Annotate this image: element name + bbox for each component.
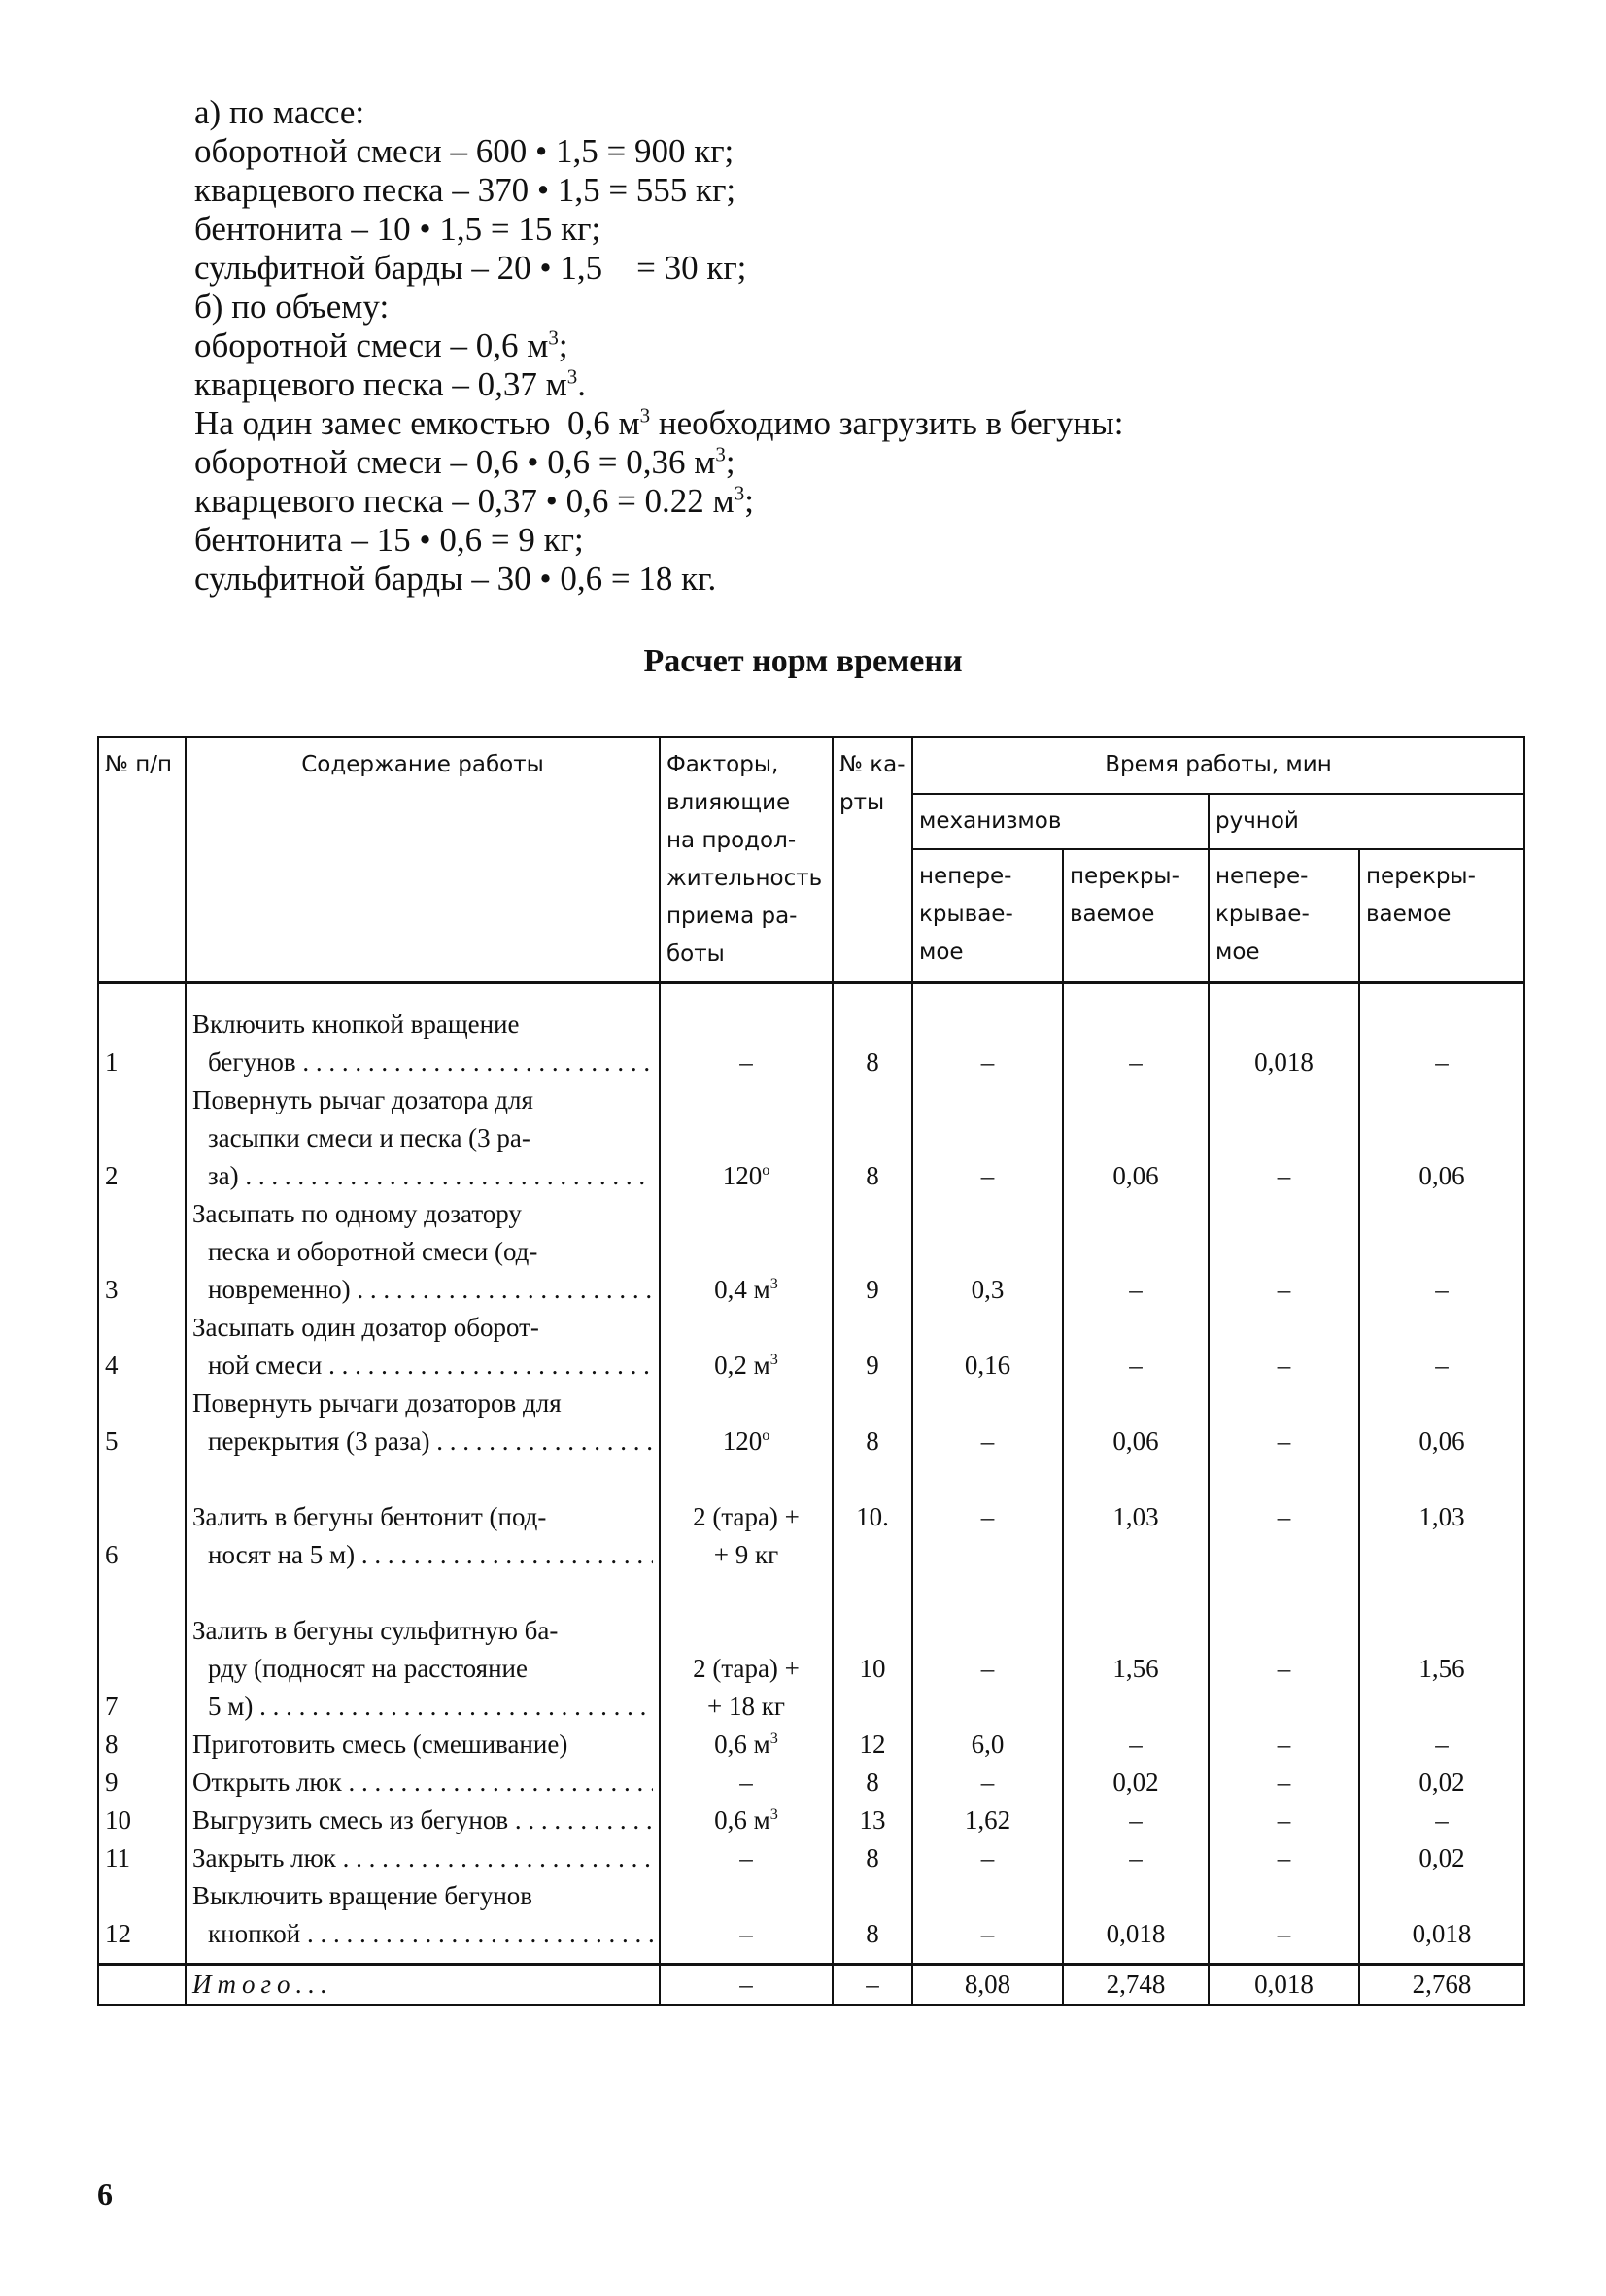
row-m2: –	[1063, 1195, 1209, 1309]
intro-line-text: сульфитной барды – 30 • 0,6 = 18 кг.	[194, 560, 717, 598]
header-manual-non-overlap	[1209, 849, 1359, 982]
row-m2: 0,06	[1063, 1081, 1209, 1195]
row-factor	[660, 1309, 833, 1385]
factor-line	[666, 1726, 826, 1764]
intro-line-unit: 3	[639, 403, 651, 428]
row-number: 10	[98, 1801, 186, 1839]
factor-value: –	[739, 1843, 753, 1872]
row-number: 4	[98, 1309, 186, 1385]
row-m1: –	[912, 1877, 1063, 1965]
intro-line	[194, 404, 1457, 443]
factor-unit: 3	[769, 1351, 778, 1368]
row-r1: –	[1209, 1309, 1359, 1385]
header-time: Время работы, мин	[912, 737, 1524, 794]
header-line: Факторы,	[666, 752, 779, 777]
row-card: 13	[833, 1801, 912, 1839]
row-factor	[660, 983, 833, 1082]
row-number: 11	[98, 1839, 186, 1877]
header-mechanisms: механизмов	[912, 794, 1209, 850]
row-m1: 0,3	[912, 1195, 1063, 1309]
work-line: перекрытия (3 раза) . . .	[192, 1422, 653, 1460]
factor-line	[666, 1801, 826, 1839]
intro-line-text: сульфитной барды – 20 • 1,5 = 30 кг;	[194, 249, 747, 287]
work-line: Засыпать один дозатор оборот-	[192, 1313, 539, 1342]
table-row	[98, 1839, 1524, 1877]
total-factor: –	[660, 1965, 833, 2005]
header-line: ваемое	[1070, 902, 1155, 928]
work-description	[186, 1839, 660, 1877]
factor-unit: 3	[769, 1275, 778, 1292]
work-line: Засыпать по одному дозатору	[192, 1199, 522, 1228]
work-line: рду (подносят на расстояние	[208, 1654, 528, 1683]
intro-line-tail: .	[577, 365, 586, 403]
row-card: 8	[833, 1081, 912, 1195]
row-r1: 0,018	[1209, 983, 1359, 1082]
intro-line-tail: ;	[558, 326, 568, 364]
row-m2: –	[1063, 983, 1209, 1082]
work-description	[186, 1801, 660, 1839]
row-card: 9	[833, 1309, 912, 1385]
table-row	[98, 1801, 1524, 1839]
table-row	[98, 1726, 1524, 1764]
total-mech-non-overlap: 8,08	[912, 1965, 1063, 2005]
row-r2: –	[1359, 1726, 1524, 1764]
intro-line-text: кварцевого песка – 370 • 1,5 = 555 кг;	[194, 171, 736, 209]
factor-value: –	[739, 1767, 753, 1797]
row-r1: –	[1209, 1385, 1359, 1460]
header-line: крывае-	[919, 902, 1013, 928]
intro-line-text: кварцевого песка – 0,37 м	[194, 365, 567, 403]
factor-value: 0,6 м	[714, 1730, 770, 1759]
intro-line	[194, 443, 1457, 482]
row-r2: –	[1359, 1195, 1524, 1309]
total-manual-non-overlap: 0,018	[1209, 1965, 1359, 2005]
row-number: 7	[98, 1574, 186, 1726]
intro-line	[194, 560, 1457, 599]
table-row	[98, 1195, 1524, 1309]
factor-line	[666, 1422, 826, 1460]
intro-line	[194, 521, 1457, 560]
row-r2: 1,03	[1359, 1460, 1524, 1574]
intro-line	[194, 326, 1457, 365]
row-card: 8	[833, 1764, 912, 1801]
work-description	[186, 1726, 660, 1764]
factor-unit: о	[762, 1161, 770, 1179]
factor-line	[666, 1498, 826, 1536]
intro-line-text: бентонита – 10 • 1,5 = 15 кг;	[194, 210, 601, 248]
header-line: мое	[919, 940, 964, 966]
row-number: 9	[98, 1764, 186, 1801]
factor-value: 120	[722, 1426, 763, 1456]
row-factor	[660, 1460, 833, 1574]
factor-line	[666, 1044, 826, 1081]
row-number: 8	[98, 1726, 186, 1764]
header-mech-non-overlap	[912, 849, 1063, 982]
header-line: перекры-	[1070, 864, 1179, 890]
row-number: 3	[98, 1195, 186, 1309]
factor-line	[666, 1915, 826, 1953]
intro-line-tail: необходимо загрузить в бегуны:	[650, 404, 1124, 442]
row-factor	[660, 1801, 833, 1839]
header-manual-overlap	[1359, 849, 1524, 982]
table-title: Расчет норм времени	[643, 643, 963, 679]
row-factor	[660, 1764, 833, 1801]
row-number: 1	[98, 983, 186, 1082]
row-r1: –	[1209, 1839, 1359, 1877]
intro-line-text: кварцевого песка – 0,37 • 0,6 = 0.22 м	[194, 482, 735, 520]
work-line: песка и оборотной смеси (од-	[208, 1237, 538, 1266]
factor-value: 2 (тара) +	[693, 1502, 800, 1531]
row-factor	[660, 1385, 833, 1460]
table-row	[98, 1574, 1524, 1726]
header-line: мое	[1215, 940, 1260, 966]
row-r1: –	[1209, 1764, 1359, 1801]
intro-text	[194, 93, 1457, 599]
factor-unit: о	[762, 1426, 770, 1444]
factor-line	[666, 1347, 826, 1385]
work-line: Повернуть рычаг дозатора для	[192, 1085, 533, 1114]
header-line: перекры-	[1366, 864, 1476, 890]
row-m2: 1,56	[1063, 1574, 1209, 1726]
row-m2: –	[1063, 1801, 1209, 1839]
row-m2: –	[1063, 1726, 1209, 1764]
factor-line	[666, 1839, 826, 1877]
intro-line-text: б) по объему:	[194, 288, 390, 326]
intro-line-text: а) по массе:	[194, 93, 365, 131]
row-m1: –	[912, 1764, 1063, 1801]
row-r1: –	[1209, 1081, 1359, 1195]
header-line: приема ра-	[666, 904, 798, 929]
row-card: 12	[833, 1726, 912, 1764]
factor-line-2: + 9 кг	[713, 1540, 779, 1569]
header-line: ваемое	[1366, 902, 1452, 928]
work-line: бегунов . . .	[192, 1044, 653, 1081]
header-line: боты	[666, 942, 725, 967]
header-line: жительность	[666, 866, 823, 891]
header-line: влияющие	[666, 790, 791, 815]
intro-line-text: оборотной смеси – 600 • 1,5 = 900 кг;	[194, 132, 735, 170]
row-r2: 1,56	[1359, 1574, 1524, 1726]
row-m1: –	[912, 1385, 1063, 1460]
row-r1: –	[1209, 1574, 1359, 1726]
row-r1: –	[1209, 1726, 1359, 1764]
row-r1: –	[1209, 1195, 1359, 1309]
factor-value: –	[739, 1047, 753, 1077]
row-factor	[660, 1726, 833, 1764]
intro-line	[194, 210, 1457, 249]
row-number: 12	[98, 1877, 186, 1965]
header-line: на продол-	[666, 828, 797, 853]
header-line: рты	[839, 790, 885, 815]
row-number: 6	[98, 1460, 186, 1574]
work-description	[186, 1385, 660, 1460]
row-r2: –	[1359, 1309, 1524, 1385]
intro-line-text: бентонита – 15 • 0,6 = 9 кг;	[194, 521, 584, 559]
work-line: Залить в бегуны сульфитную ба-	[192, 1616, 559, 1645]
header-factors	[660, 737, 833, 983]
row-m1: 0,16	[912, 1309, 1063, 1385]
work-description	[186, 1574, 660, 1726]
row-m2: –	[1063, 1309, 1209, 1385]
intro-line	[194, 249, 1457, 288]
row-r2: 0,06	[1359, 1385, 1524, 1460]
work-description	[186, 1081, 660, 1195]
table-row	[98, 1877, 1524, 1965]
row-m1: –	[912, 1081, 1063, 1195]
work-description	[186, 1460, 660, 1574]
row-r2: 0,06	[1359, 1081, 1524, 1195]
total-row	[98, 1965, 1524, 2005]
row-card: 8	[833, 1385, 912, 1460]
work-line: Закрыть люк . . .	[192, 1839, 653, 1877]
work-line: носят на 5 м) . . .	[192, 1536, 653, 1574]
header-line: непере-	[1215, 864, 1309, 890]
header-line: крывае-	[1215, 902, 1310, 928]
table-row	[98, 1081, 1524, 1195]
row-m1: –	[912, 1460, 1063, 1574]
header-num: № п/п	[98, 737, 186, 983]
work-line: ной смеси . . .	[192, 1347, 653, 1385]
row-r2: 0,02	[1359, 1839, 1524, 1877]
time-norms-table	[97, 736, 1525, 2006]
row-card: 8	[833, 1839, 912, 1877]
factor-value: –	[739, 1919, 753, 1948]
row-card: 10	[833, 1574, 912, 1726]
table-row	[98, 1385, 1524, 1460]
work-description	[186, 1877, 660, 1965]
intro-line	[194, 288, 1457, 326]
work-line: Включить кнопкой вращение	[192, 1010, 520, 1039]
row-r2: –	[1359, 983, 1524, 1082]
header-line: непере-	[919, 864, 1012, 890]
intro-line	[194, 93, 1457, 132]
work-description	[186, 1195, 660, 1309]
intro-line-text: На один замес емкостью 0,6 м	[194, 404, 640, 442]
factor-line	[666, 1764, 826, 1801]
row-card: 9	[833, 1195, 912, 1309]
intro-line-tail: ;	[744, 482, 754, 520]
intro-line	[194, 482, 1457, 521]
total-label: Итого...	[186, 1965, 660, 2005]
row-m1: –	[912, 983, 1063, 1082]
row-r2: 0,02	[1359, 1764, 1524, 1801]
factor-value: 120	[722, 1161, 763, 1190]
row-factor	[660, 1839, 833, 1877]
row-m1: –	[912, 1574, 1063, 1726]
work-line: Повернуть рычаги дозаторов для	[192, 1388, 562, 1418]
work-line: Выключить вращение бегунов	[192, 1881, 533, 1910]
factor-line	[666, 1157, 826, 1195]
row-factor	[660, 1877, 833, 1965]
factor-line	[666, 1650, 826, 1688]
row-r2: –	[1359, 1801, 1524, 1839]
header-manual: ручной	[1209, 794, 1524, 850]
row-card: 10.	[833, 1460, 912, 1574]
row-r2: 0,018	[1359, 1877, 1524, 1965]
work-line: Выгрузить смесь из бегунов . . .	[192, 1801, 653, 1839]
row-factor	[660, 1081, 833, 1195]
intro-line	[194, 132, 1457, 171]
page-number: 6	[97, 2176, 113, 2211]
factor-line	[666, 1271, 826, 1309]
row-m2: –	[1063, 1839, 1209, 1877]
work-line: Залить в бегуны бентонит (под-	[192, 1502, 547, 1531]
work-line: засыпки смеси и песка (3 ра-	[208, 1123, 530, 1152]
row-number: 5	[98, 1385, 186, 1460]
work-description	[186, 983, 660, 1082]
row-m2: 0,06	[1063, 1385, 1209, 1460]
intro-line	[194, 365, 1457, 404]
header-mech-overlap	[1063, 849, 1209, 982]
row-m2: 0,02	[1063, 1764, 1209, 1801]
row-number: 2	[98, 1081, 186, 1195]
intro-line-text: оборотной смеси – 0,6 • 0,6 = 0,36 м	[194, 443, 716, 481]
intro-line-text: оборотной смеси – 0,6 м	[194, 326, 549, 364]
total-card: –	[833, 1965, 912, 2005]
work-line: новременно) . . .	[192, 1271, 653, 1309]
row-r1: –	[1209, 1460, 1359, 1574]
row-m1: –	[912, 1839, 1063, 1877]
work-line: 5 м) . . .	[192, 1688, 653, 1726]
factor-unit: 3	[769, 1730, 778, 1747]
intro-line-unit: 3	[734, 481, 745, 505]
work-description	[186, 1309, 660, 1385]
row-card: 8	[833, 1877, 912, 1965]
factor-line-2: + 18 кг	[707, 1692, 785, 1721]
header-line: № ка-	[839, 752, 906, 777]
intro-line-unit: 3	[715, 442, 726, 466]
factor-value: 0,6 м	[714, 1805, 770, 1834]
row-m2: 1,03	[1063, 1460, 1209, 1574]
table-row	[98, 1309, 1524, 1385]
header-card	[833, 737, 912, 983]
row-factor	[660, 1195, 833, 1309]
factor-value: 0,2 м	[714, 1351, 770, 1380]
work-line: Приготовить смесь (смешивание)	[192, 1730, 568, 1759]
intro-line-unit: 3	[566, 364, 578, 389]
total-manual-overlap: 2,768	[1359, 1965, 1524, 2005]
row-m1: 6,0	[912, 1726, 1063, 1764]
intro-line-tail: ;	[725, 443, 735, 481]
factor-value: 0,4 м	[714, 1275, 770, 1304]
work-line: Открыть люк . . .	[192, 1764, 653, 1801]
intro-line-unit: 3	[548, 326, 559, 350]
intro-line	[194, 171, 1457, 210]
factor-unit: 3	[769, 1805, 778, 1823]
header-work: Содержание работы	[186, 737, 660, 983]
table-row	[98, 1764, 1524, 1801]
row-card: 8	[833, 983, 912, 1082]
row-r1: –	[1209, 1801, 1359, 1839]
factor-value: 2 (тара) +	[693, 1654, 800, 1683]
row-m2: 0,018	[1063, 1877, 1209, 1965]
row-r1: –	[1209, 1877, 1359, 1965]
work-description	[186, 1764, 660, 1801]
total-mech-overlap: 2,748	[1063, 1965, 1209, 2005]
row-factor	[660, 1574, 833, 1726]
row-m1: 1,62	[912, 1801, 1063, 1839]
table-row	[98, 1460, 1524, 1574]
table-row	[98, 983, 1524, 1082]
work-line: за) . . .	[192, 1157, 653, 1195]
work-line: кнопкой . . .	[192, 1915, 653, 1953]
